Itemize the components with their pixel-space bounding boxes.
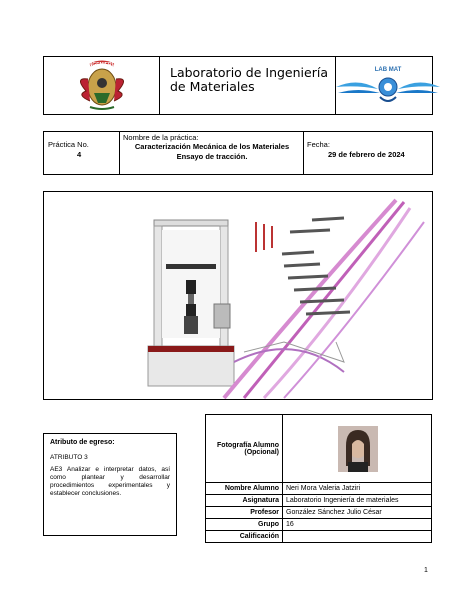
unam-logo-cell — [44, 57, 160, 114]
unam-logo-text: INGENIERIA — [87, 62, 117, 68]
photo-row — [206, 415, 432, 483]
practice-number-cell — [44, 132, 120, 174]
practice-name-label: Nombre de la práctica: — [123, 133, 199, 142]
student-name-value: Neri Mora Valeria Jatziri — [283, 483, 432, 495]
practice-table — [43, 131, 433, 175]
table-row — [206, 495, 432, 507]
labmat-logo-cell — [336, 57, 432, 114]
lab-title-cell — [160, 57, 336, 114]
page-number: 1 — [424, 567, 428, 574]
student-info-table — [205, 414, 432, 543]
attribute-name: ATRIBUTO 3 — [50, 454, 88, 461]
group-label: Grupo — [206, 519, 283, 531]
date-cell — [304, 132, 432, 174]
practice-number-value: 4 — [77, 150, 82, 159]
professor-value: González Sánchez Julio César — [283, 507, 432, 519]
labmat-logo — [328, 57, 458, 114]
table-row — [206, 483, 432, 495]
table-row — [206, 531, 432, 543]
practice-name-cell — [120, 132, 304, 174]
tensile-testing-machine-image — [44, 192, 432, 399]
student-name-label: Nombre Alumno — [206, 483, 283, 495]
professor-label: Profesor — [206, 507, 283, 519]
subject-label: Asignatura — [206, 495, 283, 507]
practice-name-line1: Caracterización Mecánica de los Materiales — [134, 142, 290, 151]
grade-label: Calificación — [206, 531, 283, 543]
photo-label: Fotografía Alumno (Opcional) — [206, 415, 283, 483]
attribute-description: AE3 Analizar e interpretar datos, así como plantear y desarrollar procedimientos experimentales y establecer conclusiones. — [50, 466, 170, 497]
date-label: Fecha: — [307, 140, 330, 149]
graduate-attribute-box — [43, 433, 177, 536]
photo-cell — [283, 415, 432, 483]
lab-title: Laboratorio de Ingeniería de Materiales — [170, 65, 328, 94]
practice-name-line2: Ensayo de tracción. — [176, 152, 248, 161]
student-photo — [338, 426, 378, 472]
group-value: 16 — [283, 519, 432, 531]
unam-engineering-logo — [44, 57, 160, 114]
date-value: 29 de febrero de 2024 — [328, 150, 405, 159]
table-row — [206, 507, 432, 519]
header-table — [43, 56, 433, 115]
grade-value — [283, 531, 432, 543]
subject-value: Laboratorio Ingeniería de materiales — [283, 495, 432, 507]
labmat-logo-text: LAB MAT — [374, 67, 402, 73]
table-row — [206, 519, 432, 531]
practice-number-label: Práctica No. — [48, 140, 89, 149]
practice-image-frame — [43, 191, 433, 400]
attribute-title: Atributo de egreso: — [50, 439, 115, 446]
